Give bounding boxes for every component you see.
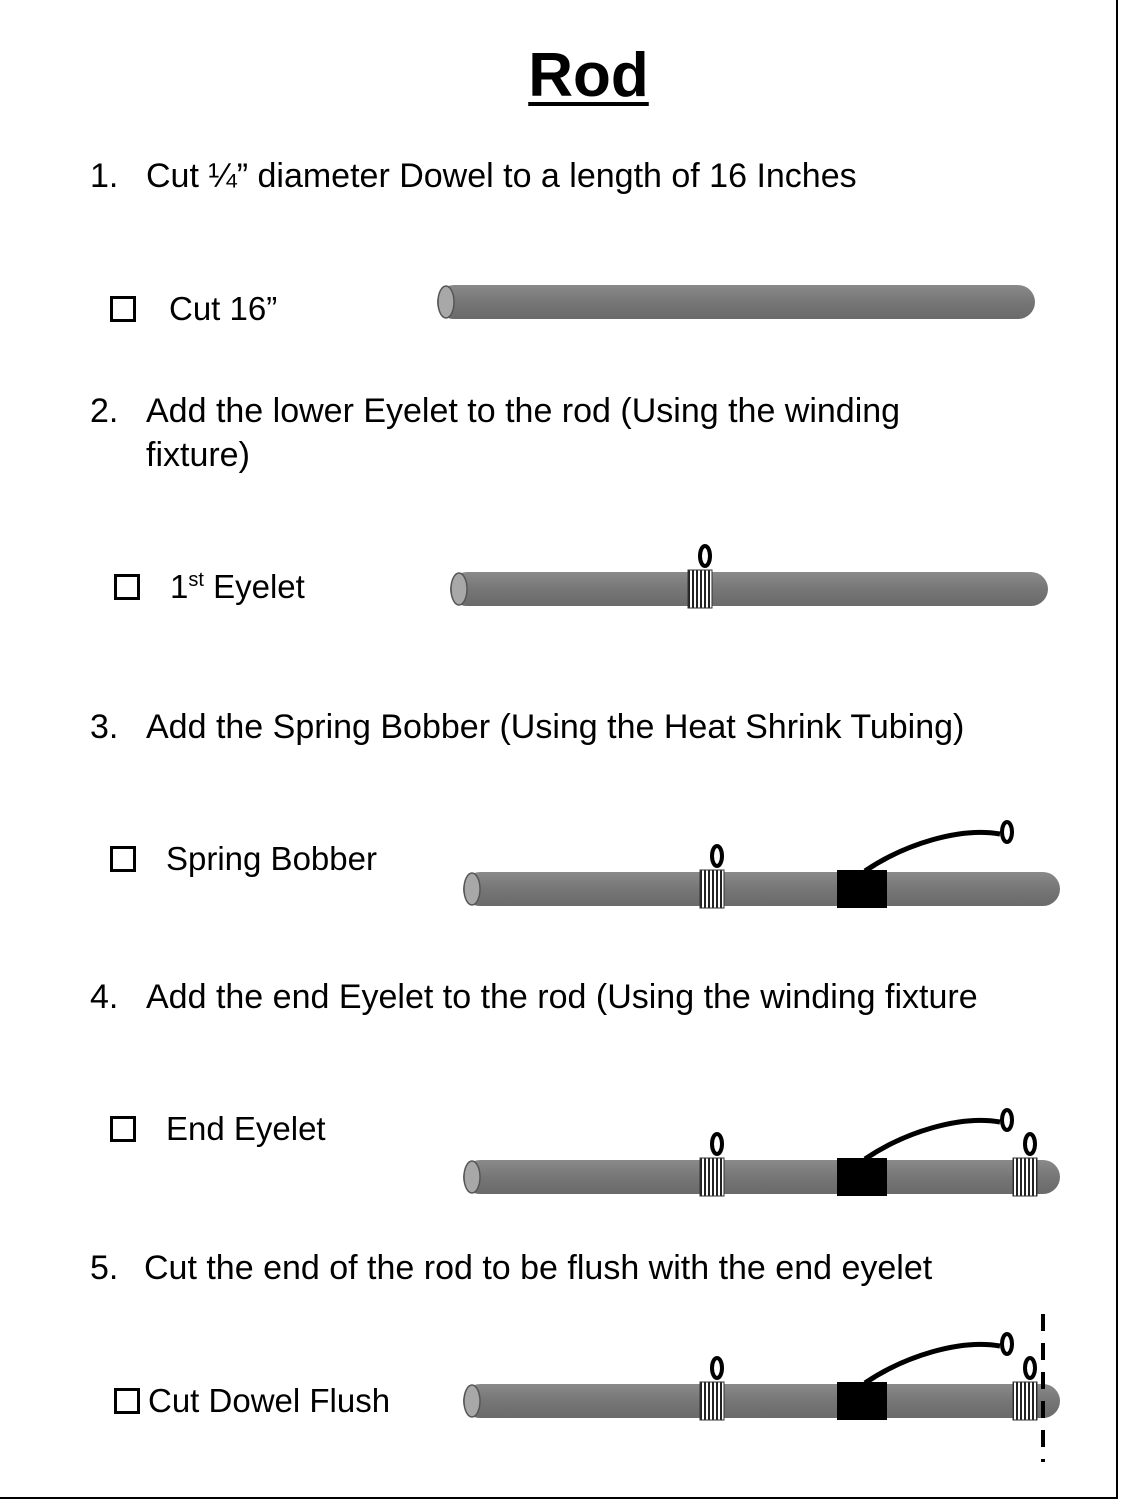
dowel-rod — [437, 285, 1035, 319]
step-text: Cut the end of the rod to be flush with the end eyelet — [144, 1249, 933, 1287]
spring-bobber-wire — [865, 1120, 1000, 1159]
dowel-rod-end — [464, 1161, 480, 1193]
checkbox-label: Cut Dowel Flush — [148, 1382, 391, 1419]
eyelet-loop — [712, 1134, 722, 1154]
heat-shrink-tubing — [837, 870, 887, 908]
step-text-line2: fixture) — [146, 436, 250, 474]
step-number: 5. — [90, 1249, 119, 1287]
eyelet-thread-wrap — [700, 1382, 724, 1420]
dowel-rod — [450, 572, 1048, 606]
eyelet-loop — [712, 846, 722, 866]
dowel-rod-end — [464, 1385, 480, 1417]
spring-bobber-loop — [1002, 822, 1012, 842]
eyelet-loop — [700, 546, 710, 566]
eyelet-thread-wrap — [700, 1158, 724, 1196]
eyelet-loop — [712, 1358, 722, 1378]
step-text: Add the Spring Bobber (Using the Heat Shrink Tubing) — [146, 708, 965, 746]
eyelet-loop — [1025, 1358, 1035, 1378]
spring-bobber-loop — [1002, 1334, 1012, 1354]
eyelet-thread-wrap — [1013, 1382, 1037, 1420]
step-text: Add the lower Eyelet to the rod (Using the winding — [146, 392, 901, 430]
step-text: Add the end Eyelet to the rod (Using the winding fixture — [146, 978, 978, 1016]
page-title: Rod — [528, 41, 649, 110]
spring-bobber-wire — [865, 1344, 1000, 1383]
dowel-rod-end — [451, 573, 467, 605]
eyelet-loop — [1025, 1134, 1035, 1154]
eyelet-thread-wrap — [688, 570, 712, 608]
eyelet-thread-wrap — [1013, 1158, 1037, 1196]
dowel-rod — [463, 872, 1060, 906]
step-number: 4. — [90, 978, 119, 1016]
spring-bobber-wire — [865, 832, 1000, 871]
heat-shrink-tubing — [837, 1382, 887, 1420]
dowel-rod — [463, 1160, 1060, 1194]
checkbox-label: Cut 16” — [169, 290, 278, 327]
dowel-rod — [463, 1384, 1060, 1418]
dowel-rod-end — [438, 286, 454, 318]
step-number: 2. — [90, 392, 119, 430]
step-number: 1. — [90, 157, 119, 195]
checkbox-label: End Eyelet — [166, 1110, 326, 1147]
checkbox-label: Spring Bobber — [166, 840, 377, 877]
heat-shrink-tubing — [837, 1158, 887, 1196]
dowel-rod-end — [464, 873, 480, 905]
label-ordinal: 1 — [170, 568, 189, 605]
label-text: Eyelet — [213, 568, 305, 605]
label-ordinal-suffix: st — [188, 569, 204, 591]
eyelet-thread-wrap — [700, 870, 724, 908]
step-text: Cut ¼” diameter Dowel to a length of 16 Inches — [146, 157, 857, 195]
step-number: 3. — [90, 708, 119, 746]
spring-bobber-loop — [1002, 1110, 1012, 1130]
